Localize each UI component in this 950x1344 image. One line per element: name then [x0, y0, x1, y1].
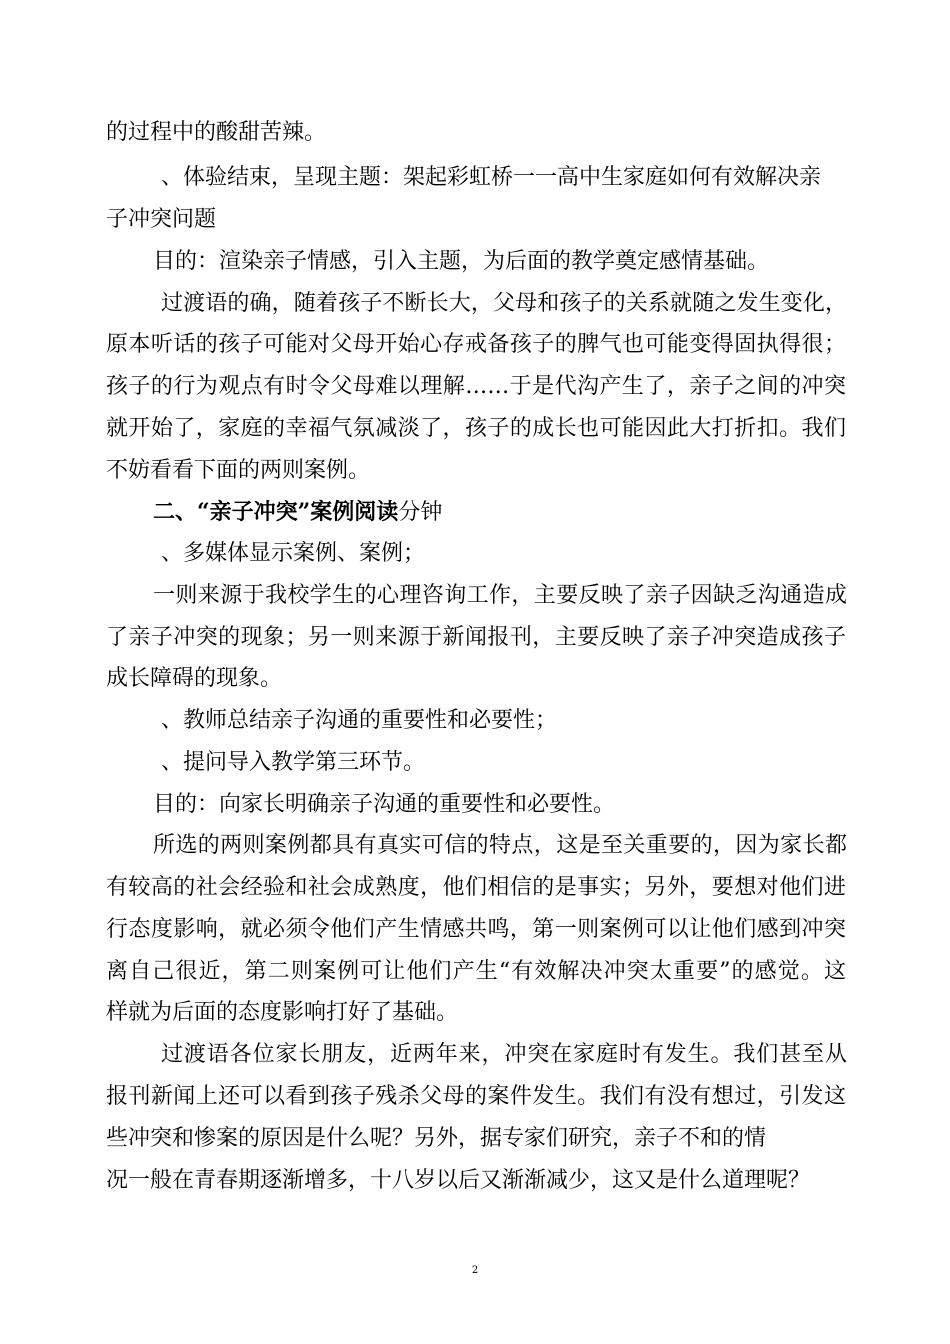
paragraph-line: 行态度影响，就必须令他们产生情感共鸣，第一则案例可以让他们感到冲突	[106, 917, 846, 942]
paragraph-line: 离自己很近，第二则案例可让他们产生“有效解决冲突太重要”的感觉。这	[106, 959, 846, 984]
paragraph-line: 孩子的行为观点有时令父母难以理解……于是代沟产生了，亲子之间的冲突	[106, 374, 846, 399]
paragraph-line: 、多媒体显示案例、案例；	[161, 541, 426, 566]
paragraph-line: 子冲突问题	[106, 207, 217, 232]
paragraph-line: 、教师总结亲子沟通的重要性和必要性；	[161, 708, 558, 733]
paragraph-line: 了亲子冲突的现象；另一则来源于新闻报刊，主要反映了亲子冲突造成孩子	[106, 625, 846, 650]
paragraph-line: 目的：渲染亲子情感，引入主题，为后面的教学奠定感情基础。	[153, 249, 770, 274]
paragraph-line: 、提问导入教学第三环节。	[161, 750, 426, 775]
paragraph-line: 所选的两则案例都具有真实可信的特点，这是至关重要的，因为家长都	[153, 833, 847, 858]
paragraph-line: 样就为后面的态度影响打好了基础。	[106, 1000, 459, 1025]
page-number: 2	[471, 1265, 479, 1276]
paragraph-line: 过渡语的确，随着孩子不断长大，父母和孩子的关系就随之发生变化，	[161, 291, 847, 316]
paragraph-line: 过渡语各位家长朋友，近两年来，冲突在家庭时有发生。我们甚至从	[161, 1042, 847, 1067]
paragraph-line: 、体验结束，呈现主题：架起彩虹桥一一高中生家庭如何有效解决亲	[161, 165, 822, 190]
paragraph-line: 况一般在青春期逐渐增多，十八岁以后又渐渐减少，这又是什么道理呢？	[106, 1168, 811, 1193]
paragraph-line: 些冲突和惨案的原因是什么呢？另外，据专家们研究，亲子不和的情	[106, 1126, 767, 1151]
section-heading	[153, 497, 442, 528]
paragraph-line: 报刊新闻上还可以看到孩子残杀父母的案件发生。我们有没有想过，引发这	[106, 1084, 846, 1109]
paragraph-line: 成长障碍的现象。	[106, 666, 283, 691]
section-heading-suffix: 分钟	[398, 500, 443, 525]
paragraph-line: 不妨看看下面的两则案例。	[106, 458, 371, 483]
paragraph-line: 有较高的社会经验和社会成熟度，他们相信的是事实；另外，要想对他们进	[106, 875, 846, 900]
paragraph-line: 原本听话的孩子可能对父母开始心存戒备孩子的脾气也可能变得固执得很；	[106, 332, 846, 357]
paragraph-line: 的过程中的酸甜苦辣。	[106, 120, 327, 145]
section-heading-title: 二、“亲子冲突”案例阅读	[153, 499, 399, 525]
paragraph-line: 一则来源于我校学生的心理咨询工作，主要反映了亲子因缺乏沟通造成	[153, 583, 847, 608]
paragraph-line: 目的：向家长明确亲子沟通的重要性和必要性。	[153, 792, 616, 817]
paragraph-line: 就开始了，家庭的幸福气氛减淡了，孩子的成长也可能因此大打折扣。我们	[106, 416, 846, 441]
